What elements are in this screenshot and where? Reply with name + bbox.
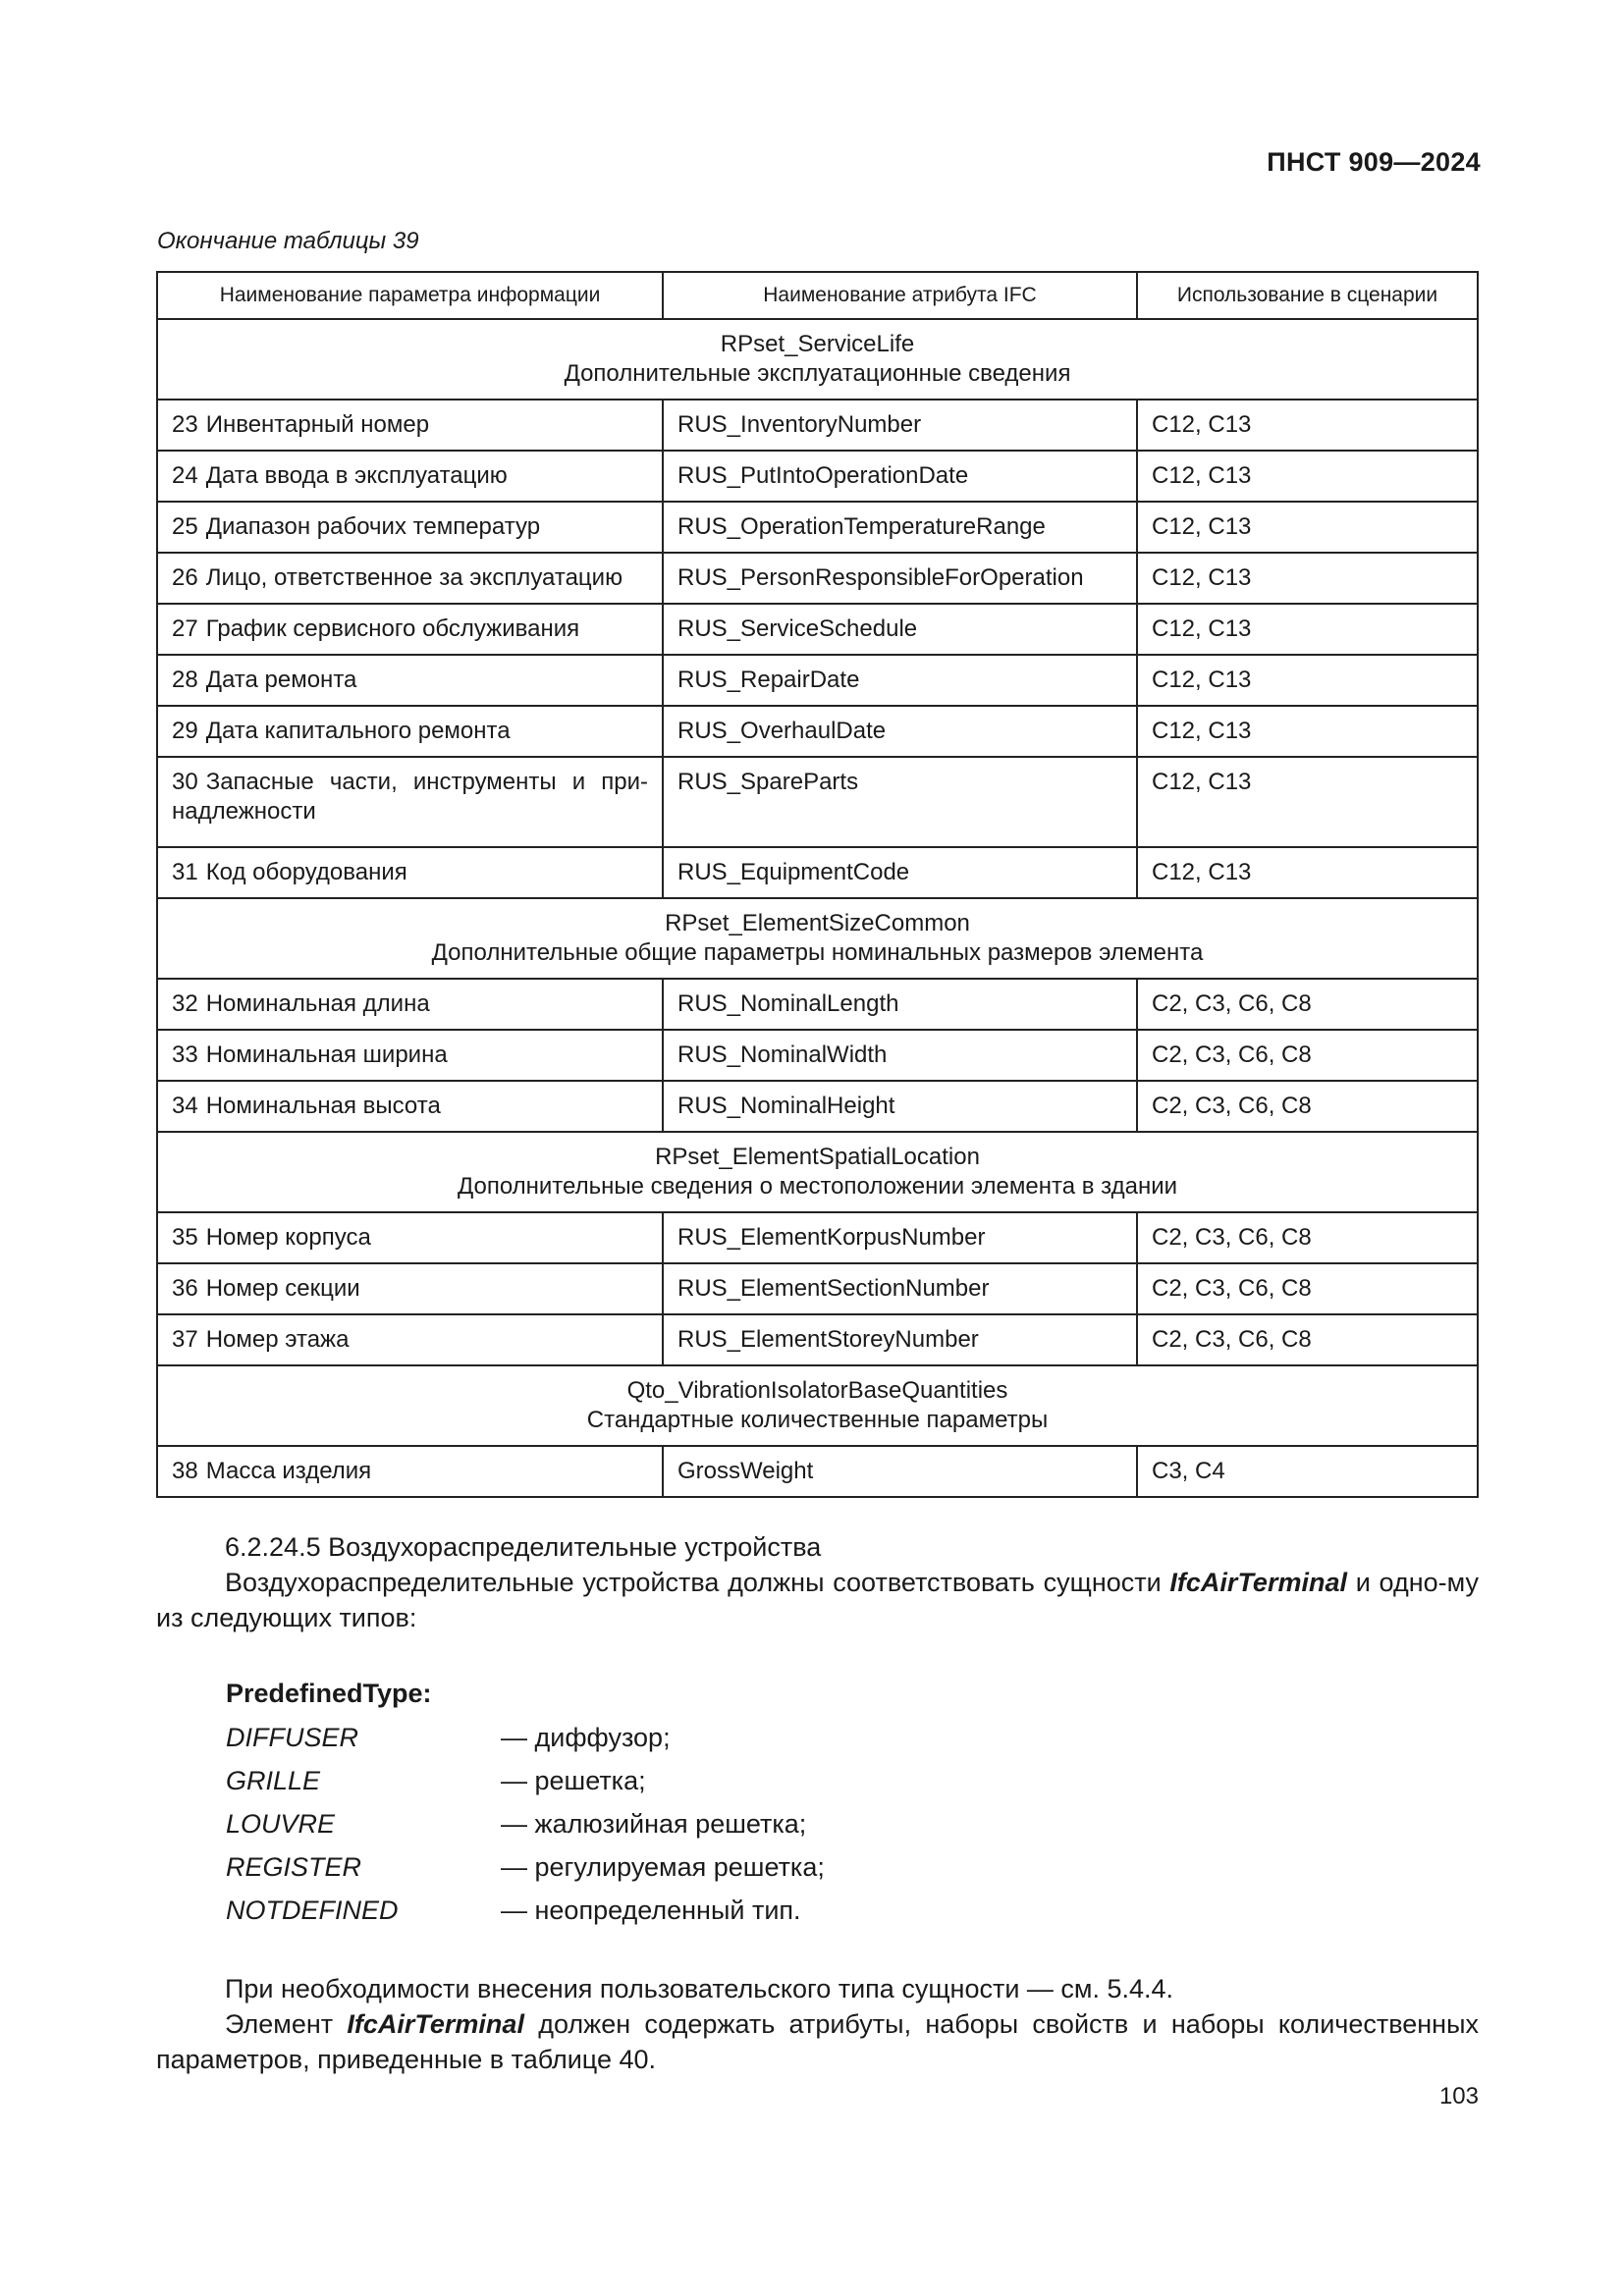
section-heading: 6.2.24.5 Воздухораспределительные устройства: [225, 1532, 822, 1562]
row-number: 23: [172, 411, 198, 438]
type-description: — регулируемая решетка;: [501, 1851, 825, 1882]
scenario-usage-cell: C12, C13: [1137, 655, 1478, 706]
scenario-usage-cell: C12, C13: [1137, 553, 1478, 604]
scenario-usage-cell: C12, C13: [1137, 847, 1478, 898]
table-row: [157, 1314, 1478, 1365]
parameter-name: Масса изделия: [205, 1458, 372, 1484]
parameters-table: [156, 271, 1479, 1498]
table-row: [157, 1030, 1478, 1081]
type-name: NOTDEFINED: [226, 1895, 399, 1925]
table-row: [157, 1263, 1478, 1314]
ifc-attribute-cell: RUS_ElementKorpusNumber: [663, 1212, 1137, 1263]
scenario-usage-cell: C12, C13: [1137, 400, 1478, 451]
scenario-usage-cell: C3, C4: [1137, 1446, 1478, 1497]
table-row: [157, 1081, 1478, 1132]
scenario-usage-cell: C2, C3, C6, C8: [1137, 1081, 1478, 1132]
table-row: [157, 1446, 1478, 1497]
ifc-attribute-cell: RUS_ElementStoreyNumber: [663, 1314, 1137, 1365]
entity-name: IfcAirTerminal: [1169, 1568, 1347, 1597]
scenario-usage-cell: C2, C3, C6, C8: [1137, 979, 1478, 1030]
row-number: 37: [172, 1326, 198, 1353]
group-cell: [157, 319, 1478, 400]
group-subtitle: Дополнительные общие параметры номинальных размеров элемента: [431, 939, 1204, 966]
group-subtitle: Стандартные количественные параметры: [586, 1407, 1049, 1433]
parameter-name-cell: [157, 1314, 663, 1365]
type-description: — решетка;: [501, 1765, 646, 1795]
paragraph-text: Элемент: [225, 2009, 348, 2039]
parameter-name-cell: [157, 979, 663, 1030]
parameter-name-cell: [157, 553, 663, 604]
type-item: [226, 1845, 825, 1889]
table-row: [157, 655, 1478, 706]
row-number: 30: [172, 769, 198, 795]
type-description: — жалюзийная решетка;: [501, 1808, 807, 1839]
entity-name: IfcAirTerminal: [347, 2009, 524, 2039]
ifc-attribute-cell: RUS_PutIntoOperationDate: [663, 451, 1137, 502]
column-header: Наименование параметра информации: [157, 272, 663, 319]
group-subtitle: Дополнительные эксплуатационные сведения: [564, 360, 1071, 387]
group-subtitle: Дополнительные сведения о местоположении элемента в здании: [457, 1173, 1178, 1200]
ifc-attribute-cell: RUS_ServiceSchedule: [663, 604, 1137, 655]
table-caption: Окончание таблицы 39: [157, 228, 419, 254]
predefined-type-list: [226, 1716, 825, 1932]
parameter-name: Диапазон рабочих температур: [205, 513, 541, 540]
parameter-name: Номинальная высота: [205, 1093, 441, 1119]
ifc-attribute-cell: RUS_InventoryNumber: [663, 400, 1137, 451]
parameter-name: Код оборудования: [205, 859, 407, 885]
parameter-name-cell: [157, 847, 663, 898]
row-number: 31: [172, 859, 198, 885]
scenario-usage-cell: C2, C3, C6, C8: [1137, 1314, 1478, 1365]
parameter-name: Номинальная длина: [205, 990, 430, 1017]
ifc-attribute-cell: RUS_SpareParts: [663, 757, 1137, 847]
predefined-type-label: PredefinedType:: [226, 1679, 432, 1708]
column-header: Наименование атрибута IFC: [663, 272, 1137, 319]
paragraph-text: должен содержать атрибуты, наборы свойств и наборы количественных параметров, приведенные в таблице 40.: [156, 2009, 1480, 2074]
paragraph-text: и одно-му из следующих типов:: [156, 1568, 1479, 1632]
parameter-name-cell: [157, 1212, 663, 1263]
parameter-name-cell: [157, 655, 663, 706]
parameter-name-cell: [157, 706, 663, 757]
scenario-usage-cell: C12, C13: [1137, 604, 1478, 655]
table-row: [157, 1212, 1478, 1263]
type-item: [226, 1889, 825, 1932]
parameter-name: График сервисного обслуживания: [205, 615, 580, 642]
row-number: 26: [172, 564, 198, 591]
group-title: RPset_ServiceLife: [720, 331, 915, 357]
type-name: LOUVRE: [226, 1808, 336, 1839]
parameter-name-cell: [157, 757, 663, 847]
table-row: [157, 706, 1478, 757]
section-paragraph-3: [156, 2006, 1479, 2077]
table-body: [157, 319, 1478, 1497]
table-row: [157, 604, 1478, 655]
parameter-name-cell: [157, 1030, 663, 1081]
parameter-name: Дата ремонта: [205, 667, 357, 693]
group-cell: [157, 898, 1478, 979]
scenario-usage-cell: C12, C13: [1137, 451, 1478, 502]
table-header-row: [157, 272, 1478, 319]
row-number: 27: [172, 615, 198, 642]
table-row: [157, 502, 1478, 553]
ifc-attribute-cell: RUS_RepairDate: [663, 655, 1137, 706]
section-paragraph-1: [156, 1565, 1479, 1635]
type-item: [226, 1716, 825, 1759]
section-paragraph-2: При необходимости внесения пользовательского типа сущности — см. 5.4.4.: [225, 1974, 1174, 2003]
table-group-row: [157, 898, 1478, 979]
type-name: GRILLE: [226, 1765, 321, 1795]
row-number: 29: [172, 718, 198, 744]
type-description: — неопределенный тип.: [501, 1895, 801, 1925]
ifc-attribute-cell: RUS_NominalLength: [663, 979, 1137, 1030]
parameter-name: Дата капитального ремонта: [205, 718, 511, 744]
scenario-usage-cell: C2, C3, C6, C8: [1137, 1263, 1478, 1314]
group-title: Qto_VibrationIsolatorBaseQuantities: [626, 1377, 1008, 1404]
table-row: [157, 847, 1478, 898]
row-number: 34: [172, 1093, 198, 1119]
parameter-name: Номер этажа: [205, 1326, 350, 1353]
table-group-row: [157, 1132, 1478, 1212]
table-row: [157, 451, 1478, 502]
parameter-name-cell: [157, 451, 663, 502]
ifc-attribute-cell: RUS_NominalHeight: [663, 1081, 1137, 1132]
scenario-usage-cell: C2, C3, C6, C8: [1137, 1212, 1478, 1263]
ifc-attribute-cell: RUS_ElementSectionNumber: [663, 1263, 1137, 1314]
row-number: 32: [172, 990, 198, 1017]
table-row: [157, 400, 1478, 451]
type-name: DIFFUSER: [226, 1722, 358, 1752]
parameter-name: Номинальная ширина: [205, 1041, 448, 1068]
parameter-name-cell: [157, 1263, 663, 1314]
table-group-row: [157, 319, 1478, 400]
table-group-row: [157, 1365, 1478, 1446]
row-number: 28: [172, 667, 198, 693]
parameter-name: Номер секции: [205, 1275, 360, 1302]
ifc-attribute-cell: RUS_OverhaulDate: [663, 706, 1137, 757]
group-cell: [157, 1365, 1478, 1446]
parameter-name: Запасные части, инструменты и при-надлежности: [172, 769, 648, 825]
parameter-name: Лицо, ответственное за эксплуатацию: [205, 564, 623, 591]
parameter-name-cell: [157, 1446, 663, 1497]
ifc-attribute-cell: RUS_OperationTemperatureRange: [663, 502, 1137, 553]
paragraph-text: Воздухораспределительные устройства должны соответствовать сущности: [225, 1568, 1170, 1597]
parameter-name-cell: [157, 502, 663, 553]
type-description: — диффузор;: [501, 1722, 671, 1752]
parameter-name-cell: [157, 1081, 663, 1132]
group-title: RPset_ElementSizeCommon: [665, 910, 970, 936]
parameter-name: Дата ввода в эксплуатацию: [205, 462, 508, 489]
ifc-attribute-cell: RUS_EquipmentCode: [663, 847, 1137, 898]
parameter-name-cell: [157, 400, 663, 451]
scenario-usage-cell: C12, C13: [1137, 502, 1478, 553]
ifc-attribute-cell: GrossWeight: [663, 1446, 1137, 1497]
ifc-attribute-cell: RUS_NominalWidth: [663, 1030, 1137, 1081]
group-title: RPset_ElementSpatialLocation: [655, 1144, 980, 1170]
type-name: REGISTER: [226, 1851, 362, 1882]
table-row: [157, 757, 1478, 847]
table-row: [157, 979, 1478, 1030]
column-header: Использование в сценарии: [1137, 272, 1478, 319]
scenario-usage-cell: C2, C3, C6, C8: [1137, 1030, 1478, 1081]
row-number: 33: [172, 1041, 198, 1068]
document-code: ПНСТ 909—2024: [1267, 147, 1481, 177]
parameter-name-cell: [157, 604, 663, 655]
table-row: [157, 553, 1478, 604]
type-item: [226, 1759, 825, 1802]
scenario-usage-cell: C12, C13: [1137, 757, 1478, 847]
type-item: [226, 1802, 825, 1845]
row-number: 24: [172, 462, 198, 489]
row-number: 36: [172, 1275, 198, 1302]
row-number: 35: [172, 1224, 198, 1251]
row-number: 25: [172, 513, 198, 540]
row-number: 38: [172, 1458, 198, 1484]
parameter-name: Номер корпуса: [205, 1224, 371, 1251]
page-number: 103: [1438, 2083, 1479, 2109]
scenario-usage-cell: C12, C13: [1137, 706, 1478, 757]
parameter-name: Инвентарный номер: [205, 411, 430, 438]
ifc-attribute-cell: RUS_PersonResponsibleForOperation: [663, 553, 1137, 604]
group-cell: [157, 1132, 1478, 1212]
